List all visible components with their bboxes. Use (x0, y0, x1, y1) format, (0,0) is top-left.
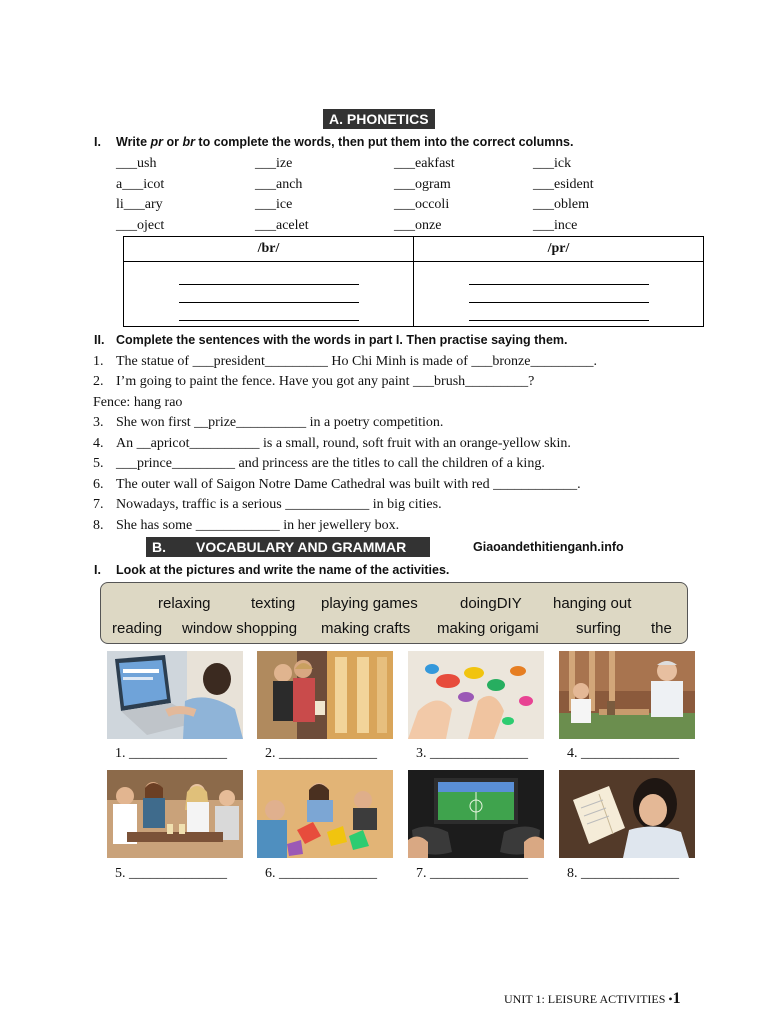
exercise-number: I. (94, 135, 101, 149)
caption[interactable]: 1. ______________ (115, 746, 227, 761)
picture-making-crafts (408, 651, 544, 739)
word-item: ___ick (533, 156, 572, 171)
caption[interactable]: 3. ______________ (416, 746, 528, 761)
word-bank-item: texting (251, 595, 296, 612)
vocab-note: Fence: hang rao (93, 395, 183, 410)
sentence-8: 8. She has some ____________ in her jewellery box. (93, 518, 400, 533)
word-bank-item: window shopping (182, 620, 298, 637)
page-footer: UNIT 1: LEISURE ACTIVITIES •1 (504, 990, 681, 1007)
word-item: a___icot (116, 177, 165, 192)
page-number: 1 (672, 990, 681, 1007)
word-bank-item: surfing (576, 620, 622, 637)
exercise-number: I. (94, 563, 101, 577)
column-header-pr: /pr/ (414, 237, 704, 262)
caption[interactable]: 6. ______________ (265, 866, 377, 881)
word-bank-item: the (651, 620, 672, 637)
word-bank-item: making origami (437, 620, 539, 637)
answer-line[interactable] (469, 303, 649, 321)
word-item: ___ice (255, 197, 293, 212)
exercise-number: II. (94, 333, 105, 347)
picture-hanging-out (107, 770, 243, 858)
word-item: ___onze (394, 218, 442, 233)
picture-window-shopping (257, 651, 393, 739)
sentence-1: 1. The statue of ___president_________ Ho Chi Minh is made of ___bronze_________. (93, 354, 597, 369)
sentence-7: 7. Nowadays, traffic is a serious ____________ in big cities. (93, 497, 442, 512)
caption[interactable]: 7. ______________ (416, 866, 528, 881)
caption[interactable]: 4. ______________ (567, 746, 679, 761)
word-item: ___esident (533, 177, 594, 192)
answer-line[interactable] (179, 303, 359, 321)
pr-answer-cell[interactable] (414, 262, 704, 327)
word-bank-item: reading (112, 620, 163, 637)
picture-playing-games (408, 770, 544, 858)
section-b-title: B. VOCABULARY AND GRAMMAR (146, 537, 430, 557)
word-item: li___ary (116, 197, 163, 212)
word-bank-item: relaxing (158, 595, 211, 612)
exercise-b1-instruction: I. Look at the pictures and write the name of the activities. (94, 563, 450, 577)
sentence-2: 2. I’m going to paint the fence. Have you got any paint ___brush_________? (93, 374, 535, 389)
caption[interactable]: 2. ______________ (265, 746, 377, 761)
sentence-6: 6. The outer wall of Saigon Notre Dame Cathedral was built with red ____________. (93, 477, 581, 492)
picture-laptop-texting (107, 651, 243, 739)
word-bank (100, 582, 688, 644)
section-a-title: A. PHONETICS (323, 109, 435, 129)
picture-making-origami (257, 770, 393, 858)
word-bank-item: making crafts (321, 620, 411, 637)
sentence-4: 4. An __apricot__________ is a small, round, soft fruit with an orange-yellow skin. (93, 436, 571, 451)
picture-reading (559, 770, 695, 858)
site-watermark: Giaoandethitienganh.info (473, 540, 624, 554)
answer-line[interactable] (469, 285, 649, 303)
exercise-2-instruction: II. Complete the sentences with the words in part I. Then practise saying them. (94, 333, 568, 347)
word-item: ___ush (116, 156, 157, 171)
column-header-br: /br/ (124, 237, 414, 262)
word-bank-item: doingDIY (460, 595, 522, 612)
word-item: ___oject (116, 218, 165, 233)
answer-line[interactable] (469, 267, 649, 285)
word-item: ___ogram (394, 177, 451, 192)
word-item: ___ize (255, 156, 293, 171)
caption[interactable]: 5. ______________ (115, 866, 227, 881)
sentence-3: 3. She won first __prize__________ in a poetry competition. (93, 415, 444, 430)
sentence-5: 5. ___prince_________ and princess are the titles to call the children of a king. (93, 456, 545, 471)
picture-doing-diy (559, 651, 695, 739)
word-item: ___acelet (255, 218, 309, 233)
answer-line[interactable] (179, 267, 359, 285)
word-item: ___eakfast (394, 156, 455, 171)
word-item: ___ince (533, 218, 578, 233)
word-bank-item: playing games (321, 595, 418, 612)
sound-columns-table (123, 236, 704, 327)
word-item: ___anch (255, 177, 303, 192)
word-bank-item: hanging out (553, 595, 632, 612)
answer-line[interactable] (179, 285, 359, 303)
exercise-1-instruction: I. Write pr or br to complete the words, then put them into the correct columns. (94, 135, 574, 149)
br-answer-cell[interactable] (124, 262, 414, 327)
caption[interactable]: 8. ______________ (567, 866, 679, 881)
word-item: ___oblem (533, 197, 589, 212)
word-item: ___occoli (394, 197, 450, 212)
